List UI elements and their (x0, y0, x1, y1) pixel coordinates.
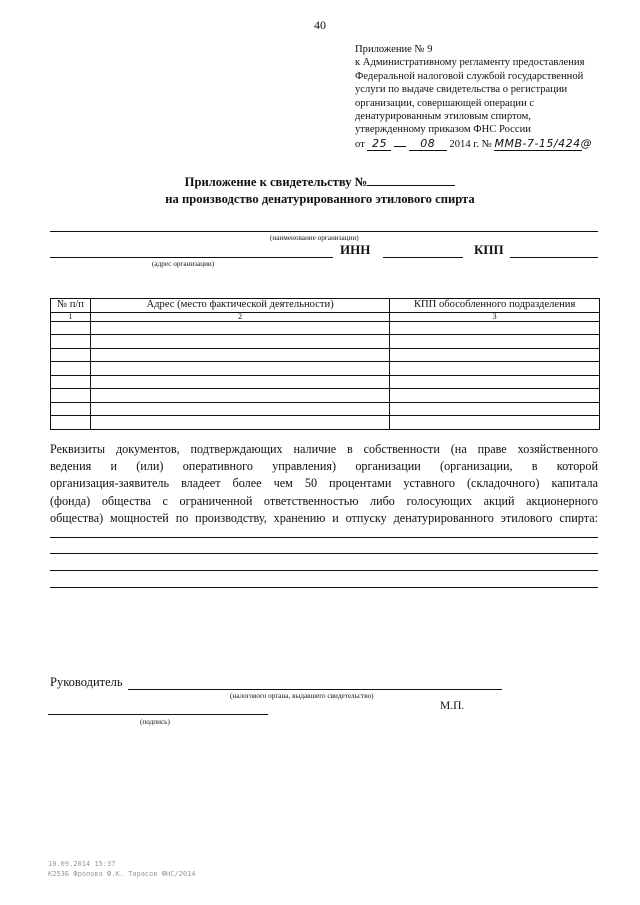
annex-line: Приложение № 9 (355, 44, 433, 55)
authority-caption: (налогового органа, выдавшего свидетельство) (230, 692, 374, 700)
table-number-row (51, 312, 600, 321)
table-row (51, 416, 600, 430)
fill-line (50, 553, 598, 554)
table-row (51, 362, 600, 376)
page-number: 40 (314, 18, 326, 32)
signature-caption: (подпись) (140, 718, 170, 726)
header-cell: КПП обособленного подразделения (390, 299, 600, 313)
table-header-row (51, 299, 600, 313)
inn-label: ИНН (340, 242, 371, 257)
table-row (51, 389, 600, 403)
requisites-paragraph (50, 441, 598, 527)
paragraph-line: организация-заявитель владеет более чем 50 процентами уставного (складочного) капитала (50, 476, 598, 491)
title-line-1: Приложение к свидетельству № (0, 174, 640, 191)
annex-line: организации, совершающей операции с (355, 97, 535, 109)
org-name-line (50, 231, 598, 232)
annex-date-line (355, 137, 625, 151)
org-name-caption: (наименование организации) (270, 234, 359, 242)
stamp-label: М.П. (440, 700, 465, 712)
year-text: 2014 г. № (449, 138, 492, 150)
order-number: ММВ-7-15/424@ (494, 136, 593, 150)
annex-header (355, 43, 625, 151)
annex-line: денатурированным этиловым спиртом, (355, 111, 531, 123)
annex-line: к Административному регламенту предоставления (355, 57, 585, 69)
date-day: 25 (367, 137, 391, 151)
table-row (51, 402, 600, 416)
org-address-caption: (адрес организации) (152, 260, 215, 268)
org-address-line (50, 257, 333, 258)
title-line-2: на производство денатурированного этилового спирта (165, 192, 475, 206)
header-cell: Адрес (место фактической деятельности) (90, 299, 389, 313)
header-cell: № п/п (51, 299, 91, 313)
branches-table (50, 298, 600, 430)
number-cell: 2 (90, 312, 389, 321)
number-cell: 1 (51, 312, 91, 321)
head-label: Руководитель (50, 675, 123, 689)
kpp-label: КПП (474, 242, 504, 257)
annex-line: Федеральной налоговой службой государственной (355, 70, 584, 82)
kpp-line (510, 257, 598, 258)
signature-line (48, 714, 268, 715)
table-row (51, 348, 600, 362)
paragraph-line: (фонда) общества с ограниченной ответственностью либо голосующих акций акционерного (50, 493, 598, 508)
fill-line (50, 537, 598, 538)
number-cell: 3 (390, 312, 600, 321)
paragraph-line: ведения и (или) оперативного управления) организации (организации, в которой (50, 459, 598, 474)
date-month: 08 (409, 137, 447, 151)
fill-line (50, 570, 598, 571)
paragraph-line: общества) мощностей по производству, хранению и отпуску денатурированного этилового спирта: (50, 510, 598, 525)
fill-line (50, 587, 598, 588)
table-row (51, 321, 600, 335)
table-row (51, 375, 600, 389)
footer-line: К253Б Фролова Ф.К. Тарасов ФНС/2014 (48, 870, 196, 878)
footer-line: 10.09.2014 15:37 (48, 860, 116, 868)
paragraph-line: Реквизиты документов, подтверждающих наличие в собственности (на праве хозяйственного (50, 442, 598, 456)
head-line (128, 689, 502, 690)
from-label: от (355, 138, 365, 150)
annex-line: услуги по выдаче свидетельства о регистрации (355, 84, 568, 96)
inn-line (383, 257, 463, 258)
annex-line: утвержденному приказом ФНС России (355, 124, 531, 136)
table-row (51, 335, 600, 349)
document-title (0, 174, 640, 208)
